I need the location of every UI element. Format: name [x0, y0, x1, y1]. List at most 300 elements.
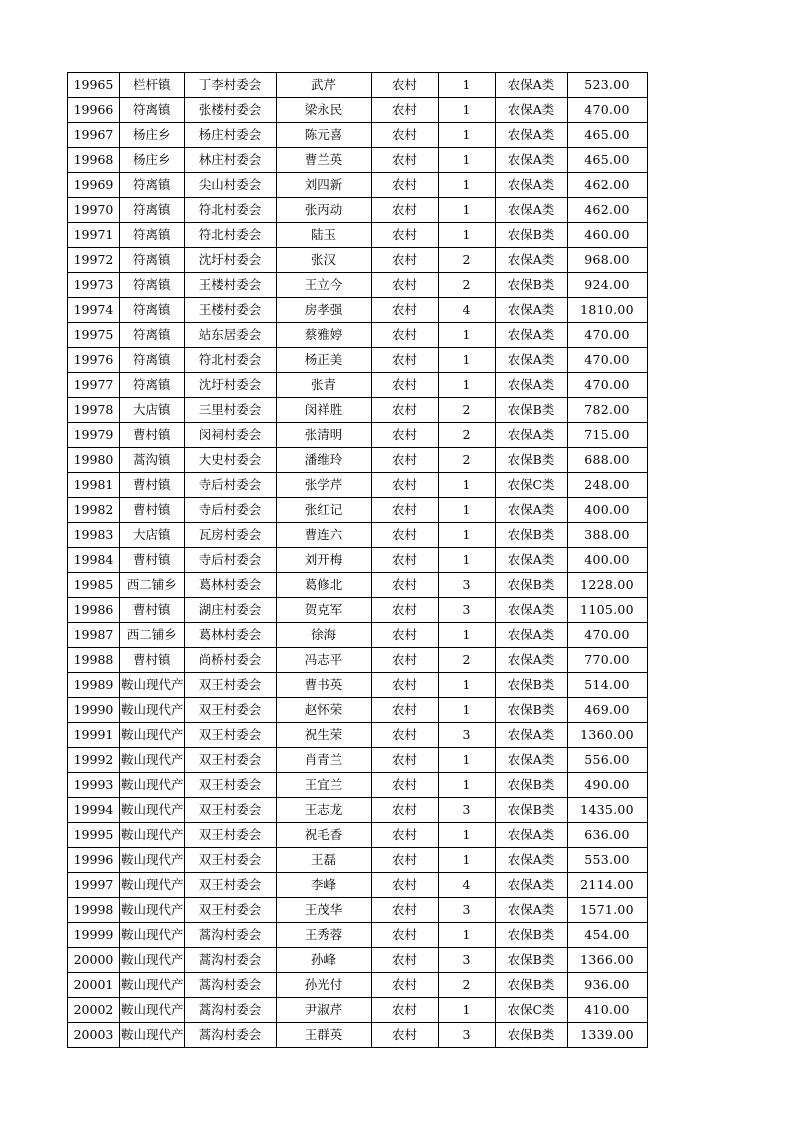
record-id-cell: 19980	[68, 448, 120, 473]
village-committee-cell: 双王村委会	[184, 823, 276, 848]
name-cell: 张清明	[276, 423, 371, 448]
record-id-cell: 19971	[68, 223, 120, 248]
insurance-category-cell: 农保B类	[495, 948, 567, 973]
record-id-cell: 19970	[68, 198, 120, 223]
village-committee-cell: 尚桥村委会	[184, 648, 276, 673]
insurance-category-cell: 农保A类	[495, 848, 567, 873]
amount-cell: 470.00	[567, 98, 647, 123]
member-count-cell: 1	[438, 73, 495, 98]
insurance-category-cell: 农保B类	[495, 673, 567, 698]
village-committee-cell: 杨庄村委会	[184, 123, 276, 148]
township-cell: 曹村镇	[120, 423, 185, 448]
table-row	[68, 323, 648, 348]
township-cell: 栏杆镇	[120, 73, 185, 98]
township-cell: 符离镇	[120, 298, 185, 323]
household-type-cell: 农村	[371, 448, 438, 473]
member-count-cell: 1	[438, 373, 495, 398]
record-id-cell: 19988	[68, 648, 120, 673]
record-id-cell: 19965	[68, 73, 120, 98]
insurance-category-cell: 农保A类	[495, 748, 567, 773]
member-count-cell: 1	[438, 123, 495, 148]
record-id-cell: 19990	[68, 698, 120, 723]
village-committee-cell: 沈圩村委会	[184, 373, 276, 398]
township-cell: 曹村镇	[120, 473, 185, 498]
record-id-cell: 19973	[68, 273, 120, 298]
household-type-cell: 农村	[371, 648, 438, 673]
name-cell: 冯志平	[276, 648, 371, 673]
insurance-category-cell: 农保A类	[495, 123, 567, 148]
amount-cell: 782.00	[567, 398, 647, 423]
member-count-cell: 3	[438, 798, 495, 823]
township-cell: 曹村镇	[120, 648, 185, 673]
amount-cell: 936.00	[567, 973, 647, 998]
amount-cell: 454.00	[567, 923, 647, 948]
insurance-category-cell: 农保C类	[495, 998, 567, 1023]
member-count-cell: 1	[438, 198, 495, 223]
household-type-cell: 农村	[371, 473, 438, 498]
township-cell: 杨庄乡	[120, 123, 185, 148]
table-row	[68, 973, 648, 998]
name-cell: 肖青兰	[276, 748, 371, 773]
township-cell: 鞍山现代产	[120, 898, 185, 923]
table-row	[68, 73, 648, 98]
member-count-cell: 1	[438, 698, 495, 723]
member-count-cell: 2	[438, 248, 495, 273]
insurance-category-cell: 农保B类	[495, 523, 567, 548]
village-committee-cell: 双王村委会	[184, 773, 276, 798]
table-row	[68, 623, 648, 648]
amount-cell: 636.00	[567, 823, 647, 848]
record-id-cell: 19992	[68, 748, 120, 773]
name-cell: 张丙动	[276, 198, 371, 223]
table-row	[68, 398, 648, 423]
amount-cell: 514.00	[567, 673, 647, 698]
table-row	[68, 423, 648, 448]
village-committee-cell: 王楼村委会	[184, 298, 276, 323]
township-cell: 符离镇	[120, 323, 185, 348]
record-id-cell: 19994	[68, 798, 120, 823]
township-cell: 符离镇	[120, 223, 185, 248]
township-cell: 大店镇	[120, 523, 185, 548]
member-count-cell: 1	[438, 998, 495, 1023]
name-cell: 王秀蓉	[276, 923, 371, 948]
member-count-cell: 1	[438, 148, 495, 173]
township-cell: 鞍山现代产	[120, 798, 185, 823]
record-id-cell: 19976	[68, 348, 120, 373]
insurance-category-cell: 农保A类	[495, 198, 567, 223]
village-committee-cell: 双王村委会	[184, 873, 276, 898]
amount-cell: 553.00	[567, 848, 647, 873]
member-count-cell: 3	[438, 898, 495, 923]
amount-cell: 465.00	[567, 123, 647, 148]
table-row	[68, 298, 648, 323]
village-committee-cell: 蒿沟村委会	[184, 998, 276, 1023]
record-id-cell: 19981	[68, 473, 120, 498]
table-row	[68, 598, 648, 623]
name-cell: 王茂华	[276, 898, 371, 923]
table-row	[68, 723, 648, 748]
household-type-cell: 农村	[371, 298, 438, 323]
amount-cell: 1366.00	[567, 948, 647, 973]
township-cell: 鞍山现代产	[120, 1023, 185, 1048]
amount-cell: 968.00	[567, 248, 647, 273]
record-id-cell: 19995	[68, 823, 120, 848]
village-committee-cell: 瓦房村委会	[184, 523, 276, 548]
insurance-category-cell: 农保A类	[495, 548, 567, 573]
member-count-cell: 1	[438, 923, 495, 948]
amount-cell: 1360.00	[567, 723, 647, 748]
township-cell: 西二铺乡	[120, 623, 185, 648]
village-committee-cell: 双王村委会	[184, 723, 276, 748]
household-type-cell: 农村	[371, 273, 438, 298]
township-cell: 鞍山现代产	[120, 948, 185, 973]
record-id-cell: 19998	[68, 898, 120, 923]
insurance-category-cell: 农保B类	[495, 573, 567, 598]
record-id-cell: 19991	[68, 723, 120, 748]
village-committee-cell: 双王村委会	[184, 673, 276, 698]
household-type-cell: 农村	[371, 198, 438, 223]
village-committee-cell: 双王村委会	[184, 748, 276, 773]
amount-cell: 470.00	[567, 348, 647, 373]
name-cell: 蔡雅婷	[276, 323, 371, 348]
amount-cell: 470.00	[567, 623, 647, 648]
township-cell: 鞍山现代产	[120, 923, 185, 948]
amount-cell: 1810.00	[567, 298, 647, 323]
township-cell: 蒿沟镇	[120, 448, 185, 473]
record-id-cell: 19978	[68, 398, 120, 423]
name-cell: 武芹	[276, 73, 371, 98]
name-cell: 王志龙	[276, 798, 371, 823]
name-cell: 陆玉	[276, 223, 371, 248]
village-committee-cell: 双王村委会	[184, 898, 276, 923]
insurance-category-cell: 农保A类	[495, 73, 567, 98]
member-count-cell: 1	[438, 773, 495, 798]
name-cell: 潘维玲	[276, 448, 371, 473]
household-type-cell: 农村	[371, 798, 438, 823]
record-id-cell: 19985	[68, 573, 120, 598]
table-row	[68, 1023, 648, 1048]
name-cell: 李峰	[276, 873, 371, 898]
insurance-category-cell: 农保A类	[495, 723, 567, 748]
household-type-cell: 农村	[371, 323, 438, 348]
member-count-cell: 3	[438, 1023, 495, 1048]
table-row	[68, 148, 648, 173]
township-cell: 符离镇	[120, 198, 185, 223]
name-cell: 孙光付	[276, 973, 371, 998]
member-count-cell: 1	[438, 473, 495, 498]
table-row	[68, 223, 648, 248]
amount-cell: 1228.00	[567, 573, 647, 598]
table-row	[68, 198, 648, 223]
village-committee-cell: 寺后村委会	[184, 473, 276, 498]
amount-cell: 470.00	[567, 323, 647, 348]
member-count-cell: 2	[438, 973, 495, 998]
member-count-cell: 1	[438, 173, 495, 198]
township-cell: 西二铺乡	[120, 573, 185, 598]
household-type-cell: 农村	[371, 673, 438, 698]
amount-cell: 462.00	[567, 173, 647, 198]
record-id-cell: 19975	[68, 323, 120, 348]
amount-cell: 462.00	[567, 198, 647, 223]
insurance-category-cell: 农保A类	[495, 373, 567, 398]
record-id-cell: 20002	[68, 998, 120, 1023]
insurance-category-cell: 农保A类	[495, 298, 567, 323]
village-committee-cell: 双王村委会	[184, 848, 276, 873]
township-cell: 曹村镇	[120, 548, 185, 573]
insurance-category-cell: 农保A类	[495, 648, 567, 673]
record-id-cell: 19993	[68, 773, 120, 798]
township-cell: 鞍山现代产	[120, 723, 185, 748]
household-type-cell: 农村	[371, 123, 438, 148]
household-type-cell: 农村	[371, 573, 438, 598]
insurance-category-cell: 农保B类	[495, 273, 567, 298]
household-type-cell: 农村	[371, 348, 438, 373]
village-committee-cell: 沈圩村委会	[184, 248, 276, 273]
township-cell: 符离镇	[120, 373, 185, 398]
name-cell: 祝毛香	[276, 823, 371, 848]
table-row	[68, 873, 648, 898]
record-id-cell: 20003	[68, 1023, 120, 1048]
record-id-cell: 19986	[68, 598, 120, 623]
table-row	[68, 248, 648, 273]
table-row	[68, 848, 648, 873]
amount-cell: 410.00	[567, 998, 647, 1023]
township-cell: 符离镇	[120, 273, 185, 298]
township-cell: 鞍山现代产	[120, 848, 185, 873]
table-row	[68, 523, 648, 548]
household-type-cell: 农村	[371, 773, 438, 798]
township-cell: 鞍山现代产	[120, 773, 185, 798]
village-committee-cell: 寺后村委会	[184, 548, 276, 573]
member-count-cell: 2	[438, 398, 495, 423]
household-type-cell: 农村	[371, 923, 438, 948]
village-committee-cell: 丁李村委会	[184, 73, 276, 98]
member-count-cell: 1	[438, 823, 495, 848]
record-id-cell: 19979	[68, 423, 120, 448]
records-table-body	[68, 73, 648, 1048]
name-cell: 刘四新	[276, 173, 371, 198]
amount-cell: 388.00	[567, 523, 647, 548]
household-type-cell: 农村	[371, 973, 438, 998]
name-cell: 闵祥胜	[276, 398, 371, 423]
township-cell: 杨庄乡	[120, 148, 185, 173]
insurance-category-cell: 农保A类	[495, 323, 567, 348]
amount-cell: 400.00	[567, 548, 647, 573]
amount-cell: 1435.00	[567, 798, 647, 823]
table-row	[68, 898, 648, 923]
member-count-cell: 1	[438, 523, 495, 548]
insurance-category-cell: 农保A类	[495, 823, 567, 848]
household-type-cell: 农村	[371, 998, 438, 1023]
member-count-cell: 2	[438, 648, 495, 673]
record-id-cell: 19989	[68, 673, 120, 698]
record-id-cell: 20001	[68, 973, 120, 998]
table-row	[68, 98, 648, 123]
member-count-cell: 4	[438, 298, 495, 323]
village-committee-cell: 王楼村委会	[184, 273, 276, 298]
name-cell: 张汉	[276, 248, 371, 273]
insurance-category-cell: 农保B类	[495, 398, 567, 423]
name-cell: 张学芹	[276, 473, 371, 498]
village-committee-cell: 双王村委会	[184, 698, 276, 723]
record-id-cell: 19987	[68, 623, 120, 648]
amount-cell: 1571.00	[567, 898, 647, 923]
name-cell: 王立今	[276, 273, 371, 298]
table-row	[68, 498, 648, 523]
village-committee-cell: 双王村委会	[184, 798, 276, 823]
township-cell: 曹村镇	[120, 598, 185, 623]
village-committee-cell: 站东居委会	[184, 323, 276, 348]
record-id-cell: 19966	[68, 98, 120, 123]
amount-cell: 770.00	[567, 648, 647, 673]
township-cell: 符离镇	[120, 248, 185, 273]
village-committee-cell: 尖山村委会	[184, 173, 276, 198]
table-row	[68, 548, 648, 573]
village-committee-cell: 大史村委会	[184, 448, 276, 473]
name-cell: 王宜兰	[276, 773, 371, 798]
household-type-cell: 农村	[371, 623, 438, 648]
name-cell: 房孝强	[276, 298, 371, 323]
village-committee-cell: 三里村委会	[184, 398, 276, 423]
member-count-cell: 1	[438, 848, 495, 873]
name-cell: 葛修北	[276, 573, 371, 598]
amount-cell: 556.00	[567, 748, 647, 773]
name-cell: 梁永民	[276, 98, 371, 123]
record-id-cell: 19967	[68, 123, 120, 148]
village-committee-cell: 蒿沟村委会	[184, 973, 276, 998]
household-type-cell: 农村	[371, 873, 438, 898]
amount-cell: 469.00	[567, 698, 647, 723]
name-cell: 尹淑芹	[276, 998, 371, 1023]
insurance-category-cell: 农保A类	[495, 873, 567, 898]
name-cell: 刘开梅	[276, 548, 371, 573]
amount-cell: 400.00	[567, 498, 647, 523]
member-count-cell: 1	[438, 498, 495, 523]
record-id-cell: 19969	[68, 173, 120, 198]
insurance-category-cell: 农保B类	[495, 923, 567, 948]
name-cell: 贺克军	[276, 598, 371, 623]
insurance-category-cell: 农保A类	[495, 898, 567, 923]
insurance-category-cell: 农保B类	[495, 798, 567, 823]
table-row	[68, 823, 648, 848]
township-cell: 鞍山现代产	[120, 823, 185, 848]
township-cell: 符离镇	[120, 348, 185, 373]
township-cell: 符离镇	[120, 173, 185, 198]
record-id-cell: 19984	[68, 548, 120, 573]
table-row	[68, 673, 648, 698]
member-count-cell: 3	[438, 573, 495, 598]
insurance-category-cell: 农保A类	[495, 148, 567, 173]
household-type-cell: 农村	[371, 523, 438, 548]
member-count-cell: 1	[438, 223, 495, 248]
household-type-cell: 农村	[371, 398, 438, 423]
records-table	[67, 72, 648, 1048]
table-row	[68, 948, 648, 973]
amount-cell: 924.00	[567, 273, 647, 298]
household-type-cell: 农村	[371, 148, 438, 173]
amount-cell: 688.00	[567, 448, 647, 473]
household-type-cell: 农村	[371, 248, 438, 273]
table-row	[68, 573, 648, 598]
household-type-cell: 农村	[371, 173, 438, 198]
member-count-cell: 2	[438, 273, 495, 298]
record-id-cell: 19999	[68, 923, 120, 948]
village-committee-cell: 寺后村委会	[184, 498, 276, 523]
record-id-cell: 19997	[68, 873, 120, 898]
township-cell: 鞍山现代产	[120, 698, 185, 723]
member-count-cell: 1	[438, 673, 495, 698]
household-type-cell: 农村	[371, 223, 438, 248]
insurance-category-cell: 农保C类	[495, 473, 567, 498]
village-committee-cell: 葛林村委会	[184, 573, 276, 598]
township-cell: 鞍山现代产	[120, 873, 185, 898]
record-id-cell: 19968	[68, 148, 120, 173]
village-committee-cell: 蒿沟村委会	[184, 948, 276, 973]
record-id-cell: 19983	[68, 523, 120, 548]
insurance-category-cell: 农保B类	[495, 448, 567, 473]
name-cell: 曹连六	[276, 523, 371, 548]
table-row	[68, 273, 648, 298]
table-row	[68, 373, 648, 398]
household-type-cell: 农村	[371, 898, 438, 923]
village-committee-cell: 林庄村委会	[184, 148, 276, 173]
name-cell: 赵怀荣	[276, 698, 371, 723]
name-cell: 王群英	[276, 1023, 371, 1048]
amount-cell: 1105.00	[567, 598, 647, 623]
village-committee-cell: 葛林村委会	[184, 623, 276, 648]
name-cell: 孙峰	[276, 948, 371, 973]
village-committee-cell: 蒿沟村委会	[184, 1023, 276, 1048]
household-type-cell: 农村	[371, 423, 438, 448]
household-type-cell: 农村	[371, 748, 438, 773]
table-row	[68, 123, 648, 148]
table-row	[68, 923, 648, 948]
table-row	[68, 473, 648, 498]
name-cell: 杨正美	[276, 348, 371, 373]
household-type-cell: 农村	[371, 698, 438, 723]
member-count-cell: 3	[438, 598, 495, 623]
insurance-category-cell: 农保A类	[495, 423, 567, 448]
table-row	[68, 748, 648, 773]
record-id-cell: 20000	[68, 948, 120, 973]
household-type-cell: 农村	[371, 548, 438, 573]
amount-cell: 715.00	[567, 423, 647, 448]
record-id-cell: 19996	[68, 848, 120, 873]
table-row	[68, 648, 648, 673]
insurance-category-cell: 农保A类	[495, 498, 567, 523]
member-count-cell: 1	[438, 323, 495, 348]
village-committee-cell: 符北村委会	[184, 198, 276, 223]
amount-cell: 248.00	[567, 473, 647, 498]
name-cell: 曹兰英	[276, 148, 371, 173]
insurance-category-cell: 农保A类	[495, 248, 567, 273]
household-type-cell: 农村	[371, 373, 438, 398]
table-row	[68, 698, 648, 723]
household-type-cell: 农村	[371, 823, 438, 848]
household-type-cell: 农村	[371, 848, 438, 873]
amount-cell: 490.00	[567, 773, 647, 798]
table-row	[68, 448, 648, 473]
table-row	[68, 798, 648, 823]
household-type-cell: 农村	[371, 98, 438, 123]
insurance-category-cell: 农保B类	[495, 223, 567, 248]
township-cell: 鞍山现代产	[120, 748, 185, 773]
household-type-cell: 农村	[371, 498, 438, 523]
record-id-cell: 19974	[68, 298, 120, 323]
table-row	[68, 348, 648, 373]
household-type-cell: 农村	[371, 598, 438, 623]
insurance-category-cell: 农保A类	[495, 348, 567, 373]
